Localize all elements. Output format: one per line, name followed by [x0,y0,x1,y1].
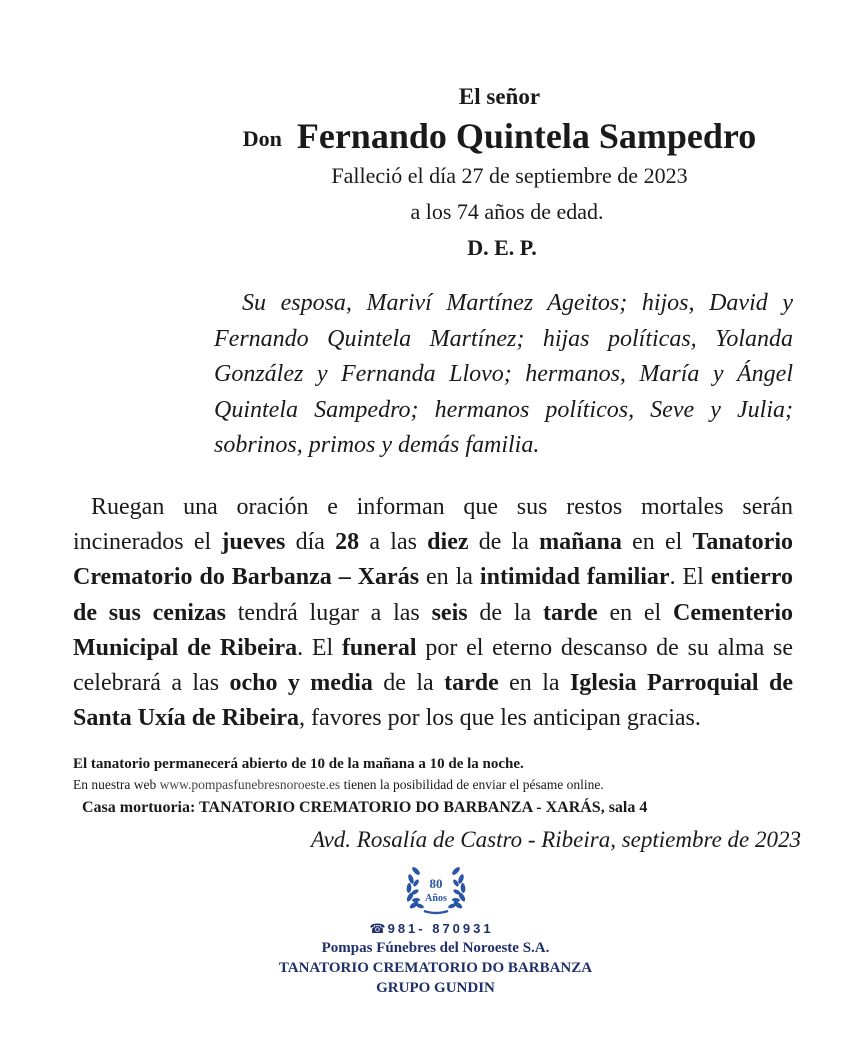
announcement-highlight: Tanatorio Crematorio do Barbanza – Xarás [73,529,793,591]
web-note-prefix: En nuestra web [73,777,160,792]
announcement-text: por el eterno descanso de su alma se celebrará a las [73,634,794,697]
announcement-text: de la [468,529,540,556]
announcement-highlight: funeral [341,634,417,661]
announcement-text: en el [597,599,674,626]
announcement-highlight: mañana [539,529,622,556]
phone-number[interactable]: 981- 870931 [387,921,494,936]
announcement-highlight: 28 [335,529,360,556]
death-date: Falleció el día 27 de septiembre de 2023 [331,163,688,188]
title-prefix: El señor [458,84,541,109]
announcement-text: día [285,529,336,556]
announcement-text: en la [498,670,570,697]
place-date-line: Avd. Rosalía de Castro - Ribeira, septiembre de 2023 [310,827,801,852]
announcement-text: Ruegan una oración e informan que sus restos mortales serán incinerados el [73,494,793,556]
logo-word: Años [425,893,447,904]
announcement-highlight: diez [427,529,469,556]
logo-number: 80 [429,876,443,891]
laurel-wreath-icon [402,861,470,917]
announcement-text: , favores por los que les anticipan gracias. [299,705,701,732]
family-paragraph: Su esposa, Mariví Martínez Ageitos; hijos, David y Fernando Quintela Martínez; hijas políticas, Yolanda González y Fernanda Llovo; hermanos, María y Ángel Quintela Sampedro; hermanos políticos, Seve y Julia; sobrinos, primos y demás familia. [214,290,793,459]
web-note [73,777,604,793]
announcement-highlight: Iglesia Parroquial de Santa Uxía de Ribeira [73,670,793,732]
announcement-highlight: intimidad familiar [479,564,670,591]
announcement-paragraph [73,490,793,736]
announcement-text: tendrá lugar a las [225,599,432,626]
announcement-highlight: Cementerio Municipal de Ribeira [73,599,793,661]
announcement-text: de la [372,670,445,697]
hours-note: El tanatorio permanecerá abierto de 10 de la mañana a 10 de la noche. [73,756,524,772]
website-link[interactable]: www.pompasfunebresnoroeste.es [159,777,341,792]
funeral-home-line: Casa mortuoria: TANATORIO CREMATORIO DO BARBANZA - XARÁS, sala 4 [82,799,648,816]
announcement-text: en la [419,564,480,591]
announcement-highlight: jueves [221,529,286,556]
announcement-text: de la [467,599,543,626]
telephone-icon: ☎ [369,921,386,936]
web-note-suffix: tienen la posibilidad de enviar el pésame online. [340,777,604,792]
dep-abbreviation: D. E. P. [467,235,537,260]
announcement-text: . El [669,564,711,591]
announcement-highlight: tarde [542,599,598,626]
age-at-death: a los 74 años de edad. [410,199,604,224]
announcement-highlight: seis [431,599,468,626]
company-name: Pompas Fúnebres del Noroeste S.A. [321,940,550,956]
tanatorio-name: TANATORIO CREMATORIO DO BARBANZA [278,960,593,976]
announcement-highlight: ocho y media [229,670,373,697]
announcement-highlight: entierro de sus cenizas [73,564,794,626]
phone-line [0,921,849,937]
announcement-text: a las [359,529,428,556]
announcement-highlight: tarde [444,670,499,697]
announcement-text: en el [621,529,693,556]
deceased-name-line [0,115,849,157]
announcement-text: . El [297,634,342,661]
deceased-name: Fernando Quintela Sampedro [296,116,757,156]
honorific: Don [242,126,282,151]
group-name: GRUPO GUNDIN [376,980,495,996]
